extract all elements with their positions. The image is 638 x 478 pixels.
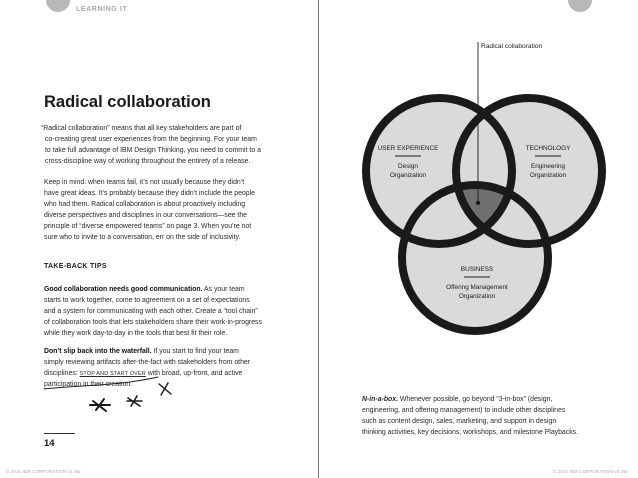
text-line: Keep in mind: when teams fail, it’s not usually because they didn’t [44, 179, 245, 186]
text-line: “Radical collaboration” means that all key stakeholders are part of [41, 125, 242, 132]
circle-sub-line: Organization [529, 172, 567, 179]
page-title: Radical collaboration [44, 93, 211, 111]
handwritten-x-mark [159, 383, 171, 395]
tip-bold-lead: Good collaboration needs good communication. [44, 286, 203, 293]
circle-sub-line: Design [398, 163, 418, 170]
handwritten-annotations [0, 0, 318, 478]
handwritten-star-mark [127, 396, 142, 406]
text-span: If you start to find your team [151, 348, 239, 355]
circle-sub-line: Offering Management [446, 284, 508, 291]
text-line: principle of “diverse empowered teams” on page 3. When you’re not [44, 222, 252, 230]
circle-sub-line: Organization [458, 293, 496, 300]
circle-heading-user-experience: USER EXPERIENCE [377, 145, 439, 152]
callout-label: Radical collaboration [481, 43, 543, 50]
stop-and-start-over: STOP AND START OVER [79, 370, 146, 377]
text-line: starts to work together, come to agreement on a set of expectations [44, 296, 250, 304]
text-line: to take full advantage of IBM Design Thinking, you need to commit to a [45, 146, 261, 154]
n-in-a-box-lead: N-in-a-box. [362, 396, 398, 403]
text-line: and a system for communicating with each other. Create a “tool chain” [44, 307, 258, 315]
page-number-rule [44, 433, 75, 434]
text-span: As your team [202, 286, 245, 293]
text-line: engineering, and offering management) to include other disciplines [362, 407, 566, 414]
text-line: sure who to invite to a conversation, err on the side of inclusivity. [44, 233, 241, 241]
text-line: who had them. Radical collaboration is about proactively including [44, 200, 246, 208]
text-span: disciplines: [44, 369, 80, 377]
page-number: 14 [44, 438, 55, 449]
venn-diagram [318, 0, 638, 400]
text-line: of collaboration tools that lets stakeholders share their work-in-progress [44, 318, 262, 326]
text-span: with broad, up-front, and active [145, 369, 243, 377]
footer-left: © 2016 IBM CORPORATION v3.4W [6, 469, 81, 474]
tips-heading: TAKE-BACK TIPS [44, 263, 107, 270]
text-span: Whenever possible, go beyond “3-in-box” (design, [397, 396, 553, 403]
text-line: have great ideas. It’s probably because they didn’t include the people [44, 189, 255, 197]
text-line: diverse perspectives and disciplines in our conversations—see the [44, 211, 247, 219]
text-line: participation in their creation. [44, 380, 133, 388]
callout-dot [476, 201, 480, 205]
circle-sub-line: Organization [389, 172, 427, 179]
text-line: while they work day-to-day in the tools that best fit their role. [44, 329, 228, 337]
text-line [362, 394, 578, 405]
circle-heading-business: BUSINESS [460, 266, 494, 273]
n-in-a-box-paragraph [362, 394, 578, 438]
footer-right: © 2016 IBM CORPORATION v3.4W [553, 469, 628, 474]
circle-sub-line: Engineering [530, 163, 566, 170]
text-line: thinking activities, key decisions, workshops, and milestone Playbacks. [362, 429, 579, 436]
text-line: simply reviewing artifacts after-the-fact with stakeholders from other [44, 358, 251, 366]
text-line: such as content design, sales, marketing, and support in design [362, 418, 557, 425]
text-line: cross-discipline way of working throughout the entirety of a release. [45, 157, 251, 165]
tip-bold-lead: Don’t slip back into the waterfall. [44, 348, 152, 355]
handwritten-star-mark [90, 399, 110, 411]
handwritten-underline [44, 377, 158, 389]
text-line: co-creating great user experiences from the beginning. For your team [45, 135, 257, 143]
circle-heading-technology: TECHNOLOGY [525, 145, 571, 152]
section-header: LEARNING IT [76, 6, 128, 13]
